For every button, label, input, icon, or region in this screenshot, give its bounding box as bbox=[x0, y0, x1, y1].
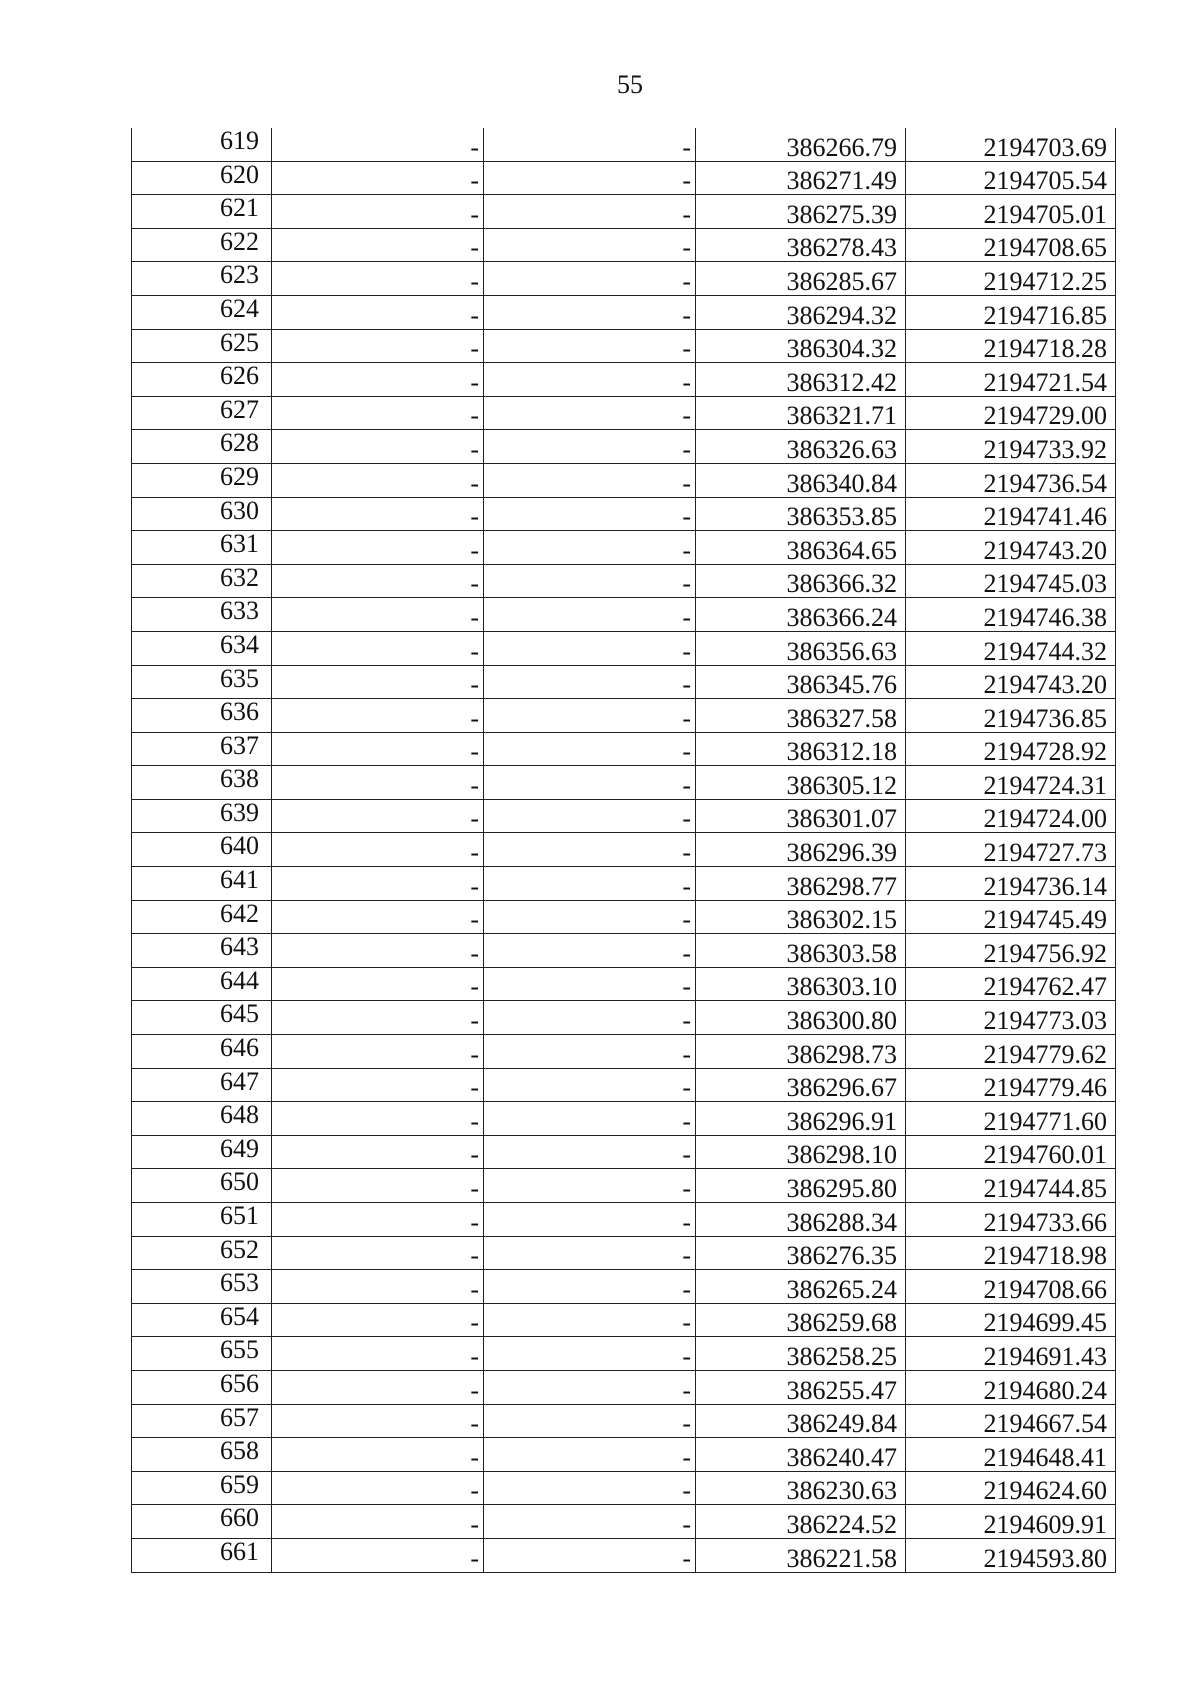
y-coordinate-cell: 2194705.01 bbox=[906, 195, 1116, 229]
table-row bbox=[132, 497, 1116, 531]
y-coordinate-cell: 2194712.25 bbox=[906, 262, 1116, 296]
dash-cell: - bbox=[272, 531, 484, 565]
x-coordinate-cell: 386321.71 bbox=[696, 396, 906, 430]
table-row bbox=[132, 564, 1116, 598]
point-number-cell: 628 bbox=[132, 430, 272, 464]
table-row bbox=[132, 1102, 1116, 1136]
dash-cell: - bbox=[272, 262, 484, 296]
x-coordinate-cell: 386295.80 bbox=[696, 1169, 906, 1203]
dash-cell: - bbox=[484, 1505, 696, 1539]
y-coordinate-cell: 2194746.38 bbox=[906, 598, 1116, 632]
point-number-cell: 638 bbox=[132, 766, 272, 800]
point-number-cell: 627 bbox=[132, 396, 272, 430]
dash-cell: - bbox=[484, 833, 696, 867]
x-coordinate-cell: 386249.84 bbox=[696, 1404, 906, 1438]
table-row bbox=[132, 1337, 1116, 1371]
dash-cell: - bbox=[272, 329, 484, 363]
x-coordinate-cell: 386288.34 bbox=[696, 1203, 906, 1237]
point-number-cell: 621 bbox=[132, 195, 272, 229]
point-number-cell: 635 bbox=[132, 665, 272, 699]
dash-cell: - bbox=[484, 1068, 696, 1102]
table-row bbox=[132, 1471, 1116, 1505]
point-number-cell: 633 bbox=[132, 598, 272, 632]
table-row bbox=[132, 128, 1116, 161]
x-coordinate-cell: 386327.58 bbox=[696, 699, 906, 733]
table-row bbox=[132, 732, 1116, 766]
dash-cell: - bbox=[484, 262, 696, 296]
point-number-cell: 651 bbox=[132, 1203, 272, 1237]
table-row bbox=[132, 463, 1116, 497]
y-coordinate-cell: 2194733.92 bbox=[906, 430, 1116, 464]
y-coordinate-cell: 2194624.60 bbox=[906, 1471, 1116, 1505]
x-coordinate-cell: 386271.49 bbox=[696, 161, 906, 195]
table-row bbox=[132, 799, 1116, 833]
point-number-cell: 650 bbox=[132, 1169, 272, 1203]
point-number-cell: 658 bbox=[132, 1438, 272, 1472]
point-number-cell: 625 bbox=[132, 329, 272, 363]
dash-cell: - bbox=[484, 1203, 696, 1237]
table-row bbox=[132, 1135, 1116, 1169]
dash-cell: - bbox=[484, 564, 696, 598]
point-number-cell: 657 bbox=[132, 1404, 272, 1438]
dash-cell: - bbox=[484, 665, 696, 699]
dash-cell: - bbox=[272, 430, 484, 464]
y-coordinate-cell: 2194756.92 bbox=[906, 934, 1116, 968]
table-row bbox=[132, 833, 1116, 867]
table-row bbox=[132, 262, 1116, 296]
table-row bbox=[132, 1236, 1116, 1270]
x-coordinate-cell: 386366.24 bbox=[696, 598, 906, 632]
dash-cell: - bbox=[484, 531, 696, 565]
y-coordinate-cell: 2194718.98 bbox=[906, 1236, 1116, 1270]
x-coordinate-cell: 386303.58 bbox=[696, 934, 906, 968]
dash-cell: - bbox=[484, 1471, 696, 1505]
point-number-cell: 655 bbox=[132, 1337, 272, 1371]
y-coordinate-cell: 2194736.85 bbox=[906, 699, 1116, 733]
dash-cell: - bbox=[484, 295, 696, 329]
dash-cell: - bbox=[272, 1035, 484, 1069]
dash-cell: - bbox=[272, 833, 484, 867]
point-number-cell: 629 bbox=[132, 463, 272, 497]
table-row bbox=[132, 598, 1116, 632]
point-number-cell: 649 bbox=[132, 1135, 272, 1169]
dash-cell: - bbox=[484, 732, 696, 766]
point-number-cell: 654 bbox=[132, 1303, 272, 1337]
dash-cell: - bbox=[272, 1471, 484, 1505]
dash-cell: - bbox=[484, 1035, 696, 1069]
point-number-cell: 645 bbox=[132, 1001, 272, 1035]
dash-cell: - bbox=[272, 1370, 484, 1404]
point-number-cell: 632 bbox=[132, 564, 272, 598]
x-coordinate-cell: 386356.63 bbox=[696, 631, 906, 665]
table-row bbox=[132, 228, 1116, 262]
dash-cell: - bbox=[484, 1001, 696, 1035]
point-number-cell: 661 bbox=[132, 1538, 272, 1572]
dash-cell: - bbox=[484, 934, 696, 968]
point-number-cell: 626 bbox=[132, 363, 272, 397]
y-coordinate-cell: 2194779.46 bbox=[906, 1068, 1116, 1102]
point-number-cell: 624 bbox=[132, 295, 272, 329]
y-coordinate-cell: 2194744.85 bbox=[906, 1169, 1116, 1203]
point-number-cell: 659 bbox=[132, 1471, 272, 1505]
dash-cell: - bbox=[484, 1270, 696, 1304]
dash-cell: - bbox=[272, 1236, 484, 1270]
y-coordinate-cell: 2194724.00 bbox=[906, 799, 1116, 833]
dash-cell: - bbox=[484, 497, 696, 531]
y-coordinate-cell: 2194733.66 bbox=[906, 1203, 1116, 1237]
y-coordinate-cell: 2194744.32 bbox=[906, 631, 1116, 665]
table-row bbox=[132, 1169, 1116, 1203]
table-row bbox=[132, 631, 1116, 665]
x-coordinate-cell: 386294.32 bbox=[696, 295, 906, 329]
y-coordinate-cell: 2194773.03 bbox=[906, 1001, 1116, 1035]
x-coordinate-cell: 386304.32 bbox=[696, 329, 906, 363]
x-coordinate-cell: 386340.84 bbox=[696, 463, 906, 497]
dash-cell: - bbox=[272, 1001, 484, 1035]
dash-cell: - bbox=[484, 195, 696, 229]
y-coordinate-cell: 2194771.60 bbox=[906, 1102, 1116, 1136]
x-coordinate-cell: 386300.80 bbox=[696, 1001, 906, 1035]
x-coordinate-cell: 386276.35 bbox=[696, 1236, 906, 1270]
dash-cell: - bbox=[484, 329, 696, 363]
x-coordinate-cell: 386265.24 bbox=[696, 1270, 906, 1304]
dash-cell: - bbox=[272, 497, 484, 531]
dash-cell: - bbox=[484, 1135, 696, 1169]
dash-cell: - bbox=[484, 396, 696, 430]
dash-cell: - bbox=[484, 1303, 696, 1337]
dash-cell: - bbox=[484, 699, 696, 733]
point-number-cell: 648 bbox=[132, 1102, 272, 1136]
table-row bbox=[132, 967, 1116, 1001]
x-coordinate-cell: 386230.63 bbox=[696, 1471, 906, 1505]
table-row bbox=[132, 1538, 1116, 1572]
table-row bbox=[132, 195, 1116, 229]
dash-cell: - bbox=[272, 463, 484, 497]
dash-cell: - bbox=[484, 161, 696, 195]
dash-cell: - bbox=[272, 195, 484, 229]
point-number-cell: 622 bbox=[132, 228, 272, 262]
point-number-cell: 656 bbox=[132, 1370, 272, 1404]
dash-cell: - bbox=[272, 295, 484, 329]
dash-cell: - bbox=[272, 1102, 484, 1136]
x-coordinate-cell: 386312.18 bbox=[696, 732, 906, 766]
point-number-cell: 643 bbox=[132, 934, 272, 968]
dash-cell: - bbox=[272, 1337, 484, 1371]
dash-cell: - bbox=[272, 967, 484, 1001]
dash-cell: - bbox=[272, 1135, 484, 1169]
dash-cell: - bbox=[484, 967, 696, 1001]
y-coordinate-cell: 2194708.65 bbox=[906, 228, 1116, 262]
x-coordinate-cell: 386296.39 bbox=[696, 833, 906, 867]
dash-cell: - bbox=[484, 228, 696, 262]
x-coordinate-cell: 386275.39 bbox=[696, 195, 906, 229]
dash-cell: - bbox=[272, 598, 484, 632]
x-coordinate-cell: 386278.43 bbox=[696, 228, 906, 262]
table-row bbox=[132, 531, 1116, 565]
point-number-cell: 660 bbox=[132, 1505, 272, 1539]
y-coordinate-cell: 2194667.54 bbox=[906, 1404, 1116, 1438]
dash-cell: - bbox=[484, 766, 696, 800]
dash-cell: - bbox=[272, 1404, 484, 1438]
x-coordinate-cell: 386312.42 bbox=[696, 363, 906, 397]
coordinate-table bbox=[131, 128, 1116, 1573]
point-number-cell: 647 bbox=[132, 1068, 272, 1102]
x-coordinate-cell: 386364.65 bbox=[696, 531, 906, 565]
dash-cell: - bbox=[484, 1370, 696, 1404]
y-coordinate-cell: 2194724.31 bbox=[906, 766, 1116, 800]
x-coordinate-cell: 386345.76 bbox=[696, 665, 906, 699]
x-coordinate-cell: 386240.47 bbox=[696, 1438, 906, 1472]
x-coordinate-cell: 386266.79 bbox=[696, 128, 906, 161]
x-coordinate-cell: 386296.91 bbox=[696, 1102, 906, 1136]
table-row bbox=[132, 867, 1116, 901]
point-number-cell: 644 bbox=[132, 967, 272, 1001]
point-number-cell: 630 bbox=[132, 497, 272, 531]
dash-cell: - bbox=[484, 867, 696, 901]
table-row bbox=[132, 900, 1116, 934]
dash-cell: - bbox=[272, 1505, 484, 1539]
y-coordinate-cell: 2194728.92 bbox=[906, 732, 1116, 766]
x-coordinate-cell: 386221.58 bbox=[696, 1538, 906, 1572]
point-number-cell: 646 bbox=[132, 1035, 272, 1069]
y-coordinate-cell: 2194716.85 bbox=[906, 295, 1116, 329]
point-number-cell: 642 bbox=[132, 900, 272, 934]
x-coordinate-cell: 386255.47 bbox=[696, 1370, 906, 1404]
x-coordinate-cell: 386298.77 bbox=[696, 867, 906, 901]
point-number-cell: 623 bbox=[132, 262, 272, 296]
dash-cell: - bbox=[272, 128, 484, 161]
y-coordinate-cell: 2194760.01 bbox=[906, 1135, 1116, 1169]
point-number-cell: 640 bbox=[132, 833, 272, 867]
dash-cell: - bbox=[484, 1236, 696, 1270]
dash-cell: - bbox=[484, 463, 696, 497]
dash-cell: - bbox=[484, 1169, 696, 1203]
table-row bbox=[132, 1303, 1116, 1337]
dash-cell: - bbox=[484, 430, 696, 464]
dash-cell: - bbox=[272, 161, 484, 195]
x-coordinate-cell: 386353.85 bbox=[696, 497, 906, 531]
dash-cell: - bbox=[272, 228, 484, 262]
dash-cell: - bbox=[272, 900, 484, 934]
dash-cell: - bbox=[272, 1203, 484, 1237]
table-row bbox=[132, 1505, 1116, 1539]
table-row bbox=[132, 699, 1116, 733]
y-coordinate-cell: 2194741.46 bbox=[906, 497, 1116, 531]
dash-cell: - bbox=[272, 934, 484, 968]
dash-cell: - bbox=[272, 1438, 484, 1472]
table-row bbox=[132, 161, 1116, 195]
table-row bbox=[132, 1203, 1116, 1237]
dash-cell: - bbox=[272, 564, 484, 598]
dash-cell: - bbox=[484, 1337, 696, 1371]
y-coordinate-cell: 2194743.20 bbox=[906, 531, 1116, 565]
table-row bbox=[132, 1404, 1116, 1438]
point-number-cell: 620 bbox=[132, 161, 272, 195]
y-coordinate-cell: 2194609.91 bbox=[906, 1505, 1116, 1539]
dash-cell: - bbox=[272, 766, 484, 800]
page-number: 55 bbox=[617, 70, 643, 99]
table-row bbox=[132, 1370, 1116, 1404]
point-number-cell: 637 bbox=[132, 732, 272, 766]
x-coordinate-cell: 386298.73 bbox=[696, 1035, 906, 1069]
y-coordinate-cell: 2194718.28 bbox=[906, 329, 1116, 363]
y-coordinate-cell: 2194680.24 bbox=[906, 1370, 1116, 1404]
x-coordinate-cell: 386301.07 bbox=[696, 799, 906, 833]
dash-cell: - bbox=[484, 900, 696, 934]
y-coordinate-cell: 2194648.41 bbox=[906, 1438, 1116, 1472]
dash-cell: - bbox=[272, 1303, 484, 1337]
x-coordinate-cell: 386285.67 bbox=[696, 262, 906, 296]
y-coordinate-cell: 2194593.80 bbox=[906, 1538, 1116, 1572]
y-coordinate-cell: 2194727.73 bbox=[906, 833, 1116, 867]
y-coordinate-cell: 2194721.54 bbox=[906, 363, 1116, 397]
dash-cell: - bbox=[484, 631, 696, 665]
y-coordinate-cell: 2194708.66 bbox=[906, 1270, 1116, 1304]
y-coordinate-cell: 2194762.47 bbox=[906, 967, 1116, 1001]
table-row bbox=[132, 363, 1116, 397]
y-coordinate-cell: 2194779.62 bbox=[906, 1035, 1116, 1069]
y-coordinate-cell: 2194736.54 bbox=[906, 463, 1116, 497]
y-coordinate-cell: 2194736.14 bbox=[906, 867, 1116, 901]
x-coordinate-cell: 386326.63 bbox=[696, 430, 906, 464]
dash-cell: - bbox=[272, 363, 484, 397]
y-coordinate-cell: 2194745.49 bbox=[906, 900, 1116, 934]
dash-cell: - bbox=[272, 732, 484, 766]
table-row bbox=[132, 430, 1116, 464]
table-row bbox=[132, 295, 1116, 329]
dash-cell: - bbox=[272, 1068, 484, 1102]
dash-cell: - bbox=[272, 1270, 484, 1304]
x-coordinate-cell: 386302.15 bbox=[696, 900, 906, 934]
point-number-cell: 631 bbox=[132, 531, 272, 565]
table-row bbox=[132, 1270, 1116, 1304]
x-coordinate-cell: 386258.25 bbox=[696, 1337, 906, 1371]
y-coordinate-cell: 2194699.45 bbox=[906, 1303, 1116, 1337]
dash-cell: - bbox=[272, 631, 484, 665]
dash-cell: - bbox=[484, 1538, 696, 1572]
table-row bbox=[132, 1035, 1116, 1069]
table-row bbox=[132, 934, 1116, 968]
y-coordinate-cell: 2194743.20 bbox=[906, 665, 1116, 699]
point-number-cell: 639 bbox=[132, 799, 272, 833]
dash-cell: - bbox=[272, 799, 484, 833]
dash-cell: - bbox=[272, 699, 484, 733]
x-coordinate-cell: 386259.68 bbox=[696, 1303, 906, 1337]
dash-cell: - bbox=[272, 867, 484, 901]
dash-cell: - bbox=[484, 363, 696, 397]
y-coordinate-cell: 2194745.03 bbox=[906, 564, 1116, 598]
dash-cell: - bbox=[272, 1538, 484, 1572]
point-number-cell: 634 bbox=[132, 631, 272, 665]
y-coordinate-cell: 2194705.54 bbox=[906, 161, 1116, 195]
dash-cell: - bbox=[484, 128, 696, 161]
dash-cell: - bbox=[272, 665, 484, 699]
point-number-cell: 653 bbox=[132, 1270, 272, 1304]
dash-cell: - bbox=[484, 598, 696, 632]
dash-cell: - bbox=[272, 1169, 484, 1203]
x-coordinate-cell: 386303.10 bbox=[696, 967, 906, 1001]
x-coordinate-cell: 386305.12 bbox=[696, 766, 906, 800]
coordinate-table-body bbox=[132, 128, 1116, 1572]
point-number-cell: 641 bbox=[132, 867, 272, 901]
y-coordinate-cell: 2194729.00 bbox=[906, 396, 1116, 430]
x-coordinate-cell: 386296.67 bbox=[696, 1068, 906, 1102]
dash-cell: - bbox=[484, 1404, 696, 1438]
table-row bbox=[132, 1438, 1116, 1472]
table-row bbox=[132, 1001, 1116, 1035]
point-number-cell: 652 bbox=[132, 1236, 272, 1270]
y-coordinate-cell: 2194691.43 bbox=[906, 1337, 1116, 1371]
dash-cell: - bbox=[484, 1102, 696, 1136]
point-number-cell: 636 bbox=[132, 699, 272, 733]
table-row bbox=[132, 396, 1116, 430]
y-coordinate-cell: 2194703.69 bbox=[906, 128, 1116, 161]
x-coordinate-cell: 386224.52 bbox=[696, 1505, 906, 1539]
dash-cell: - bbox=[484, 1438, 696, 1472]
dash-cell: - bbox=[484, 799, 696, 833]
table-row bbox=[132, 766, 1116, 800]
table-row bbox=[132, 329, 1116, 363]
table-row bbox=[132, 1068, 1116, 1102]
x-coordinate-cell: 386298.10 bbox=[696, 1135, 906, 1169]
dash-cell: - bbox=[272, 396, 484, 430]
point-number-cell: 619 bbox=[132, 128, 272, 161]
table-row bbox=[132, 665, 1116, 699]
x-coordinate-cell: 386366.32 bbox=[696, 564, 906, 598]
